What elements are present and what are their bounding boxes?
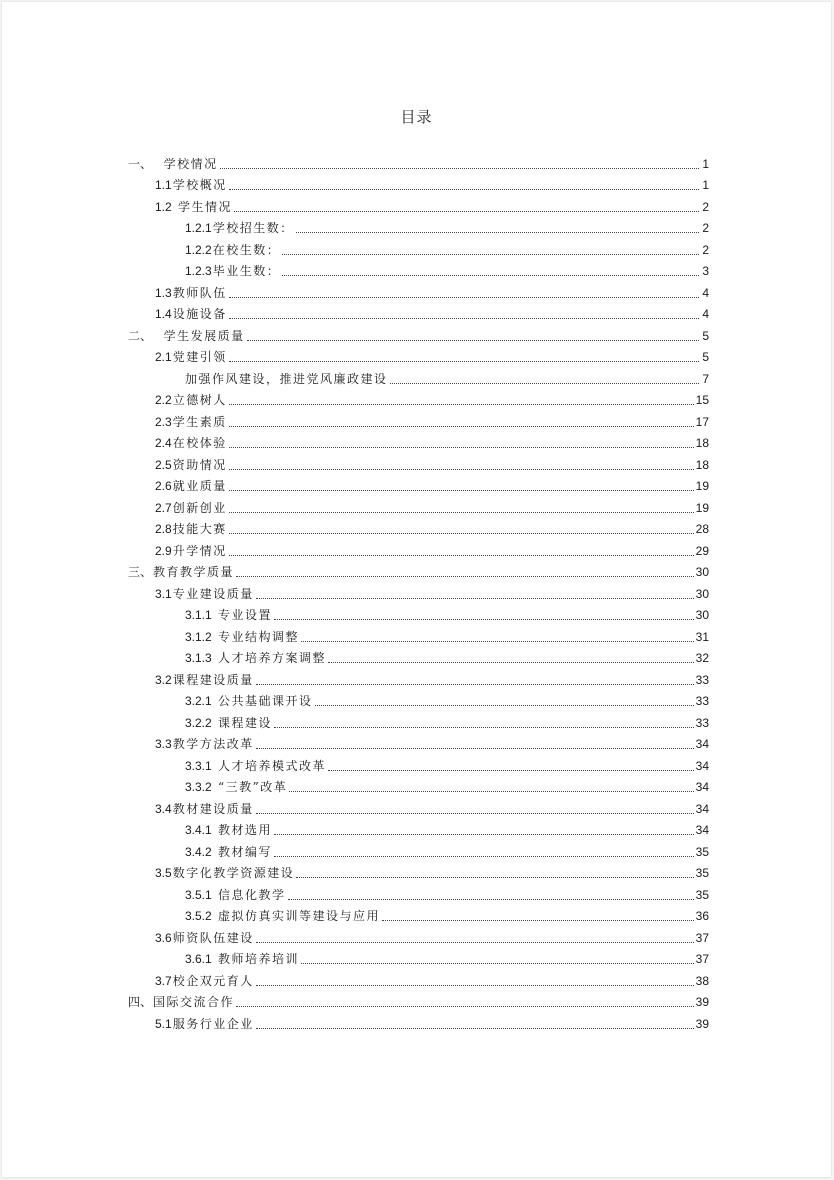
toc-entry-text: 在校生数： [212,242,281,257]
toc-entry[interactable] [128,387,709,409]
toc-entry-page-number: 18 [695,457,709,472]
toc-entry-number: 2.1 [155,350,172,364]
toc-entry-page-number: 37 [695,930,709,945]
toc-entry-label [128,328,245,344]
toc-entry-page-number: 5 [702,350,709,364]
toc-entry[interactable] [128,279,709,301]
toc-entry-text: 加强作风建设，推进党风廉政建设 [185,371,388,386]
toc-entry-label [155,1016,254,1032]
toc-entry-label [185,693,313,709]
dot-leader [390,383,699,384]
toc-entry-number: 1.3 [155,285,172,300]
dot-leader [229,318,699,319]
dot-leader [296,877,693,878]
toc-entry-number: 1.2.1 [185,221,212,235]
toc-entry-number: 3.6.1 [185,952,212,966]
toc-entry-number: 3.3.1 [185,758,212,773]
toc-entry-text: 教材选用 [212,823,273,837]
toc-entry-text: 专业结构调整 [212,629,300,644]
toc-entry-page-number: 33 [695,715,709,730]
dot-leader [288,899,694,900]
toc-entry-page-number: 2 [702,199,709,214]
toc-entry-label [155,414,227,430]
toc-entry[interactable] [128,731,709,753]
toc-entry-number: 2.5 [155,457,172,472]
toc-entry[interactable] [128,430,709,452]
toc-entry-number: 2.3 [155,414,172,429]
toc-entry-page-number: 18 [695,436,709,450]
toc-entry-page-number: 30 [695,586,709,601]
toc-entry[interactable] [128,666,709,688]
toc-entry-text: 服务行业企业 [172,1016,254,1031]
toc-entry-number: 3.1.3 [185,651,212,665]
toc-entry-page-number: 38 [695,973,709,988]
toc-entry-label [155,543,227,559]
toc-entry-label [185,715,272,731]
toc-title: 目录 [400,108,433,126]
dot-leader [282,275,699,276]
dot-leader [289,791,693,792]
toc-entry[interactable] [128,344,709,366]
toc-entry[interactable] [128,451,709,473]
toc-entry[interactable] [128,236,709,258]
toc-entry-number: 1.2.2 [185,242,212,257]
toc-entry-page-number: 17 [695,414,709,429]
toc-entry-page-number: 34 [695,758,709,773]
toc-entry-text: 信息化教学 [212,887,286,902]
dot-leader [301,641,694,642]
dot-leader [220,168,699,169]
toc-entry-number: 3.5.2 [185,909,212,923]
toc-entry-number: 3.4 [155,801,172,816]
toc-entry-text: 教师培养培训 [212,952,300,966]
dot-leader [328,662,694,663]
toc-entry-page-number: 5 [702,328,709,343]
toc-entry-number: 1.4 [155,307,172,321]
toc-entry-text: 党建引领 [172,350,227,364]
toc-entry-number: 三、 [128,565,153,579]
toc-entry-page-number: 33 [695,694,709,708]
toc-entry-text: 学校情况 [153,156,218,171]
toc-entry[interactable] [128,860,709,882]
toc-entry[interactable] [128,989,709,1011]
toc-entry-number: 5.1 [155,1016,172,1031]
toc-entry-number: 3.4.1 [185,823,212,837]
toc-entry-label [185,844,272,860]
dot-leader [229,404,694,405]
toc-entry-page-number: 31 [695,629,709,644]
toc-entry-page-number: 30 [695,608,709,622]
toc-entry-number: 1.2.3 [185,264,212,278]
toc-entry-label [185,263,280,279]
toc-entry[interactable] [128,473,709,495]
toc-entry-label [185,650,326,666]
toc-entry[interactable] [128,645,709,667]
toc-entry[interactable] [128,258,709,280]
toc-entry-label [155,736,254,752]
toc-entry-page-number: 37 [695,952,709,966]
toc-entry-page-number: 39 [695,995,709,1009]
toc-entry-label [185,371,388,387]
toc-entry-page-number: 35 [695,866,709,880]
toc-entry-text: 教师队伍 [172,285,227,300]
toc-entry-number: 二、 [128,328,153,343]
toc-entry[interactable] [128,946,709,968]
toc-entry[interactable] [128,623,709,645]
toc-entry[interactable] [128,559,709,581]
toc-entry-label [155,521,227,537]
toc-entry-page-number: 34 [695,823,709,837]
toc-entry-label [155,285,227,301]
dot-leader [229,297,699,298]
toc-entry-text: 人才培养模式改革 [212,758,327,773]
toc-entry[interactable] [128,150,709,172]
dot-leader [274,834,694,835]
toc-entry-text: 专业设置 [212,608,273,622]
dot-leader [301,963,694,964]
dot-leader [229,555,694,556]
toc-entry-number: 四、 [128,995,153,1009]
toc-entry-label [155,672,254,688]
toc-entry[interactable] [128,1010,709,1032]
dot-leader [236,1006,694,1007]
toc-entry-label [185,758,326,774]
toc-entry-page-number: 36 [695,909,709,923]
toc-entry-number: 3.3 [155,737,172,751]
toc-entry-text: 专业建设质量 [172,586,254,601]
toc-entry[interactable] [128,301,709,323]
toc-entry-text: 资助情况 [172,457,227,472]
dot-leader [234,211,699,212]
dot-leader [229,512,694,513]
toc-entry[interactable] [128,193,709,215]
toc-entry[interactable] [128,172,709,194]
toc-entry-number: 3.2.2 [185,715,212,730]
toc-entry[interactable] [128,602,709,624]
toc-entry-label [185,822,272,838]
toc-entry[interactable] [128,817,709,839]
dot-leader [229,533,694,534]
dot-leader [328,770,694,771]
toc-entry-number: 3.2.1 [185,694,212,708]
toc-entry-text: 教育教学质量 [153,565,235,579]
dot-leader [229,490,694,491]
toc-entry-page-number: 29 [695,543,709,558]
toc-entry[interactable] [128,688,709,710]
toc-entry[interactable] [128,580,709,602]
toc-entry-page-number: 3 [702,264,709,278]
toc-entry-number: 3.6 [155,930,172,945]
toc-entry-text: 师资队伍建设 [172,930,254,945]
toc-entry-text: 教材编写 [212,844,273,859]
toc-entry-label [128,564,234,580]
dot-leader [256,985,694,986]
dot-leader [236,576,694,577]
dot-leader [274,727,694,728]
toc-entry-page-number: 33 [695,672,709,687]
toc-entry-page-number: 28 [695,522,709,536]
toc-entry[interactable] [128,516,709,538]
dot-leader [296,232,699,233]
toc-entry-label [155,457,227,473]
toc-entry-text: 教材建设质量 [172,801,254,816]
dot-leader [282,254,699,255]
toc-entry-page-number: 30 [695,565,709,579]
toc-entry-label [155,349,227,365]
toc-entry-number: 2.9 [155,543,172,558]
toc-entry-page-number: 4 [702,307,709,321]
toc-entry-page-number: 32 [695,651,709,665]
toc-entry[interactable] [128,365,709,387]
toc-entry-text: 国际交流合作 [153,995,235,1009]
toc-entry-label [128,156,218,172]
toc-entry-page-number: 35 [695,844,709,859]
toc-entry-text: 毕业生数： [212,264,281,278]
toc-entry-number: 3.1 [155,586,172,601]
toc-entry-label [155,930,254,946]
toc-entry-page-number: 39 [695,1016,709,1031]
toc-entry-page-number: 1 [702,178,709,192]
toc-entry[interactable] [128,881,709,903]
toc-entry-text: 创新创业 [172,500,227,515]
toc-entry-number: 2.6 [155,479,172,493]
toc-entry-text: 在校体验 [172,436,227,450]
toc-entry-text: 立德树人 [172,393,227,407]
toc-entry-label [155,478,227,494]
toc-entry-page-number: 1 [702,156,709,171]
toc-entry-text: 教学方法改革 [172,737,254,751]
toc-entry[interactable] [128,537,709,559]
toc-entry-text: 学校招生数： [212,221,294,235]
toc-entry-label [155,392,227,408]
toc-entry-text: 数字化教学资源建设 [172,866,295,880]
toc-entry-label [155,177,227,193]
toc-entry[interactable] [128,924,709,946]
toc-entry-text: 学生发展质量 [153,328,245,343]
toc-entry-text: 课程建设质量 [172,672,254,687]
toc-entry-label [155,973,254,989]
toc-entry[interactable] [128,903,709,925]
toc-entry-page-number: 7 [702,371,709,386]
toc-entry-page-number: 34 [695,737,709,751]
toc-entry-page-number: 34 [695,801,709,816]
dot-leader [256,684,694,685]
toc-entry[interactable] [128,774,709,796]
dot-leader [229,426,694,427]
dot-leader [315,705,694,706]
toc-entry-text: 学生情况 [172,199,233,214]
toc-entry-label [155,306,227,322]
dot-leader [382,920,694,921]
toc-entry[interactable] [128,494,709,516]
toc-entry-number: 1.2 [155,199,172,214]
toc-entry-text: 公共基础课开设 [212,694,313,708]
dot-leader [274,619,694,620]
toc-entry-text: 课程建设 [212,715,273,730]
toc-entry-label [155,865,294,881]
toc-entry-number: 2.8 [155,522,172,536]
dot-leader [256,942,694,943]
dot-leader [229,447,694,448]
toc-entry-text: 虚拟仿真实训等建设与应用 [212,909,381,923]
toc-entry-number: 3.5 [155,866,172,880]
toc-entry-page-number: 4 [702,285,709,300]
toc-entry-number: 3.2 [155,672,172,687]
toc-entry-page-number: 35 [695,887,709,902]
toc-entry-label [155,500,227,516]
dot-leader [229,361,699,362]
dot-leader [256,598,694,599]
toc-entry[interactable] [128,709,709,731]
toc-entry-label [128,994,234,1010]
dot-leader [229,189,699,190]
toc-entry-page-number: 19 [695,500,709,515]
toc-entry-label [185,887,286,903]
toc-entry-text: 学生素质 [172,414,227,429]
toc-entry-number: 3.5.1 [185,887,212,902]
toc-entry-number: 1.1 [155,178,172,192]
table-of-contents [128,150,709,1032]
toc-entry-number: 2.2 [155,393,172,407]
toc-entry-text: 校企双元育人 [172,973,254,988]
toc-entry-label [185,607,272,623]
toc-entry-label [185,242,280,258]
toc-entry-text: “三教”改革 [212,780,288,794]
toc-entry[interactable] [128,795,709,817]
toc-entry-number: 2.4 [155,436,172,450]
toc-entry[interactable] [128,752,709,774]
dot-leader [256,1028,694,1029]
toc-entry-number: 一、 [128,156,153,171]
toc-entry-number: 3.4.2 [185,844,212,859]
dot-leader [256,748,694,749]
toc-entry-label [155,586,254,602]
toc-entry-text: 就业质量 [172,479,227,493]
dot-leader [247,340,699,341]
toc-entry-page-number: 2 [702,242,709,257]
toc-entry-label [155,199,232,215]
dot-leader [229,469,694,470]
dot-leader [256,813,694,814]
toc-entry-text: 设施设备 [172,307,227,321]
toc-entry-text: 技能大赛 [172,522,227,536]
toc-entry-number: 2.7 [155,500,172,515]
toc-entry-number: 3.1.2 [185,629,212,644]
toc-entry-page-number: 15 [695,393,709,407]
dot-leader [274,856,694,857]
toc-entry-label [185,629,299,645]
toc-entry-text: 学校概况 [172,178,227,192]
toc-entry-number: 3.7 [155,973,172,988]
toc-entry-number: 3.3.2 [185,780,212,794]
toc-entry-label [185,908,380,924]
toc-entry-label [185,779,287,795]
toc-entry[interactable] [128,322,709,344]
document-page [2,2,831,1177]
toc-entry-label [185,220,294,236]
toc-entry[interactable] [128,838,709,860]
toc-entry[interactable] [128,408,709,430]
toc-entry-text: 人才培养方案调整 [212,651,327,665]
toc-entry[interactable] [128,215,709,237]
toc-entry-label [185,951,299,967]
toc-entry-label [155,435,227,451]
toc-entry-label [155,801,254,817]
toc-entry-page-number: 19 [695,479,709,493]
toc-entry-text: 升学情况 [172,543,227,558]
toc-entry-page-number: 34 [695,780,709,794]
toc-entry-number: 3.1.1 [185,608,212,622]
toc-entry[interactable] [128,967,709,989]
toc-entry-page-number: 2 [702,221,709,235]
